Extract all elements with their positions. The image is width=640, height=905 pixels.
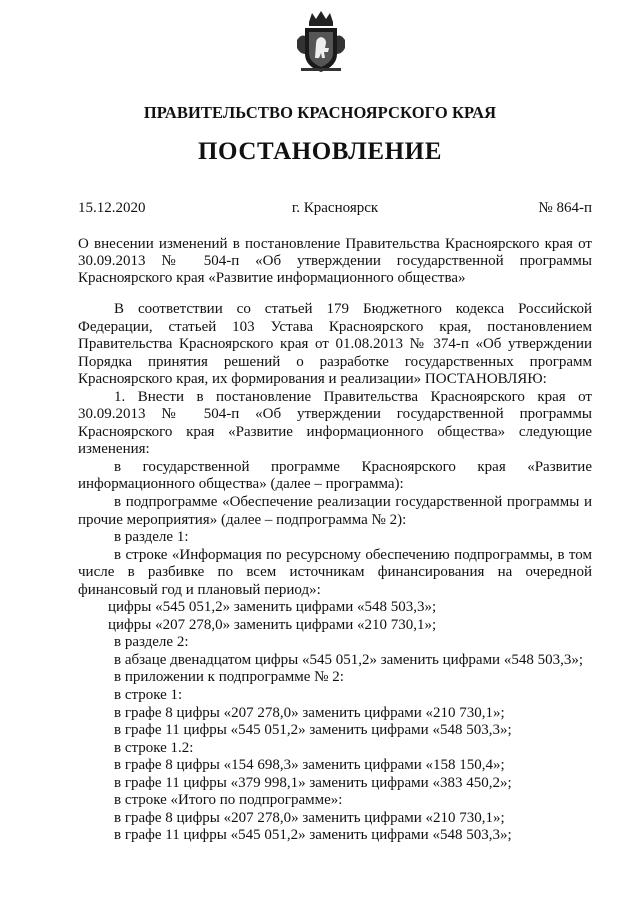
- body-paragraph: 1. Внести в постановление Правительства Красноярского края от 30.09.2013 № 504-п «Об утверждении государственной программы Красноярского края «Развитие информационного общества» следующие изменения:: [78, 388, 592, 458]
- body-paragraph: в разделе 1:: [114, 529, 189, 546]
- amendment-line: в графе 11 цифры «545 051,2» заменить цифрами «548 503,3»;: [114, 722, 512, 739]
- amendment-line: в строке 1.2:: [114, 739, 194, 756]
- government-name: ПРАВИТЕЛЬСТВО КРАСНОЯРСКОГО КРАЯ: [143, 103, 497, 122]
- amendment-line: в графе 8 цифры «154 698,3» заменить цифрами «158 150,4»;: [114, 757, 505, 774]
- amendment-line: в абзаце двенадцатом цифры «545 051,2» заменить цифрами «548 503,3»;: [114, 651, 584, 668]
- coat-of-arms-icon: [295, 10, 347, 74]
- document-body: [78, 301, 592, 845]
- document-date: 15.12.2020: [78, 200, 146, 216]
- amendment-line: цифры «545 051,2» заменить цифрами «548 503,3»;: [108, 599, 437, 616]
- amendment-line: в графе 11 цифры «379 998,1» заменить цифрами «383 450,2»;: [114, 774, 512, 791]
- amendment-line: в строке 1:: [114, 687, 183, 704]
- amendment-line: в разделе 2:: [114, 634, 189, 651]
- body-paragraph: в строке «Информация по ресурсному обеспечению подпрограммы, в том числе в разбивке по всем источникам финансирования на очередной финансовый год и плановый период»:: [78, 546, 592, 598]
- document-number: № 864-п: [538, 200, 592, 216]
- body-paragraph: в государственной программе Красноярского края «Развитие информационного общества» (далее – программа):: [78, 458, 592, 493]
- document-type-title: ПОСТАНОВЛЕНИЕ: [197, 138, 443, 165]
- document-meta: [78, 200, 592, 220]
- amendment-line: в графе 11 цифры «545 051,2» заменить цифрами «548 503,3»;: [114, 827, 512, 844]
- amendment-line: в строке «Итого по подпрограмме»:: [114, 792, 343, 809]
- preamble-paragraph: В соответствии со статьей 179 Бюджетного кодекса Российской Федерации, статьей 103 Устава Красноярского края, постановлением Правительства Красноярского края от 01.08.2013 № 374-п «Об утверждении Порядка принятия решений о разработке государственных программ Красноярского края, их формирования и реализации» ПОСТАНОВЛЯЮ:: [78, 301, 592, 388]
- body-paragraph: в подпрограмме «Обеспечение реализации государственной программы и прочие мероприятия» (далее – подпрограмма № 2):: [78, 494, 592, 528]
- amendment-line: в приложении к подпрограмме № 2:: [114, 669, 344, 686]
- amendment-line: в графе 8 цифры «207 278,0» заменить цифрами «210 730,1»;: [114, 704, 505, 721]
- amendment-line: в графе 8 цифры «207 278,0» заменить цифрами «210 730,1»;: [114, 809, 505, 826]
- document-city: г. Красноярск: [291, 200, 379, 216]
- amendment-line: цифры «207 278,0» заменить цифрами «210 730,1»;: [108, 616, 437, 633]
- document-subject: О внесении изменений в постановление Правительства Красноярского края от 30.09.2013 № 504-п «Об утверждении государственной программы Красноярского края «Развитие информационного общества»: [78, 236, 592, 286]
